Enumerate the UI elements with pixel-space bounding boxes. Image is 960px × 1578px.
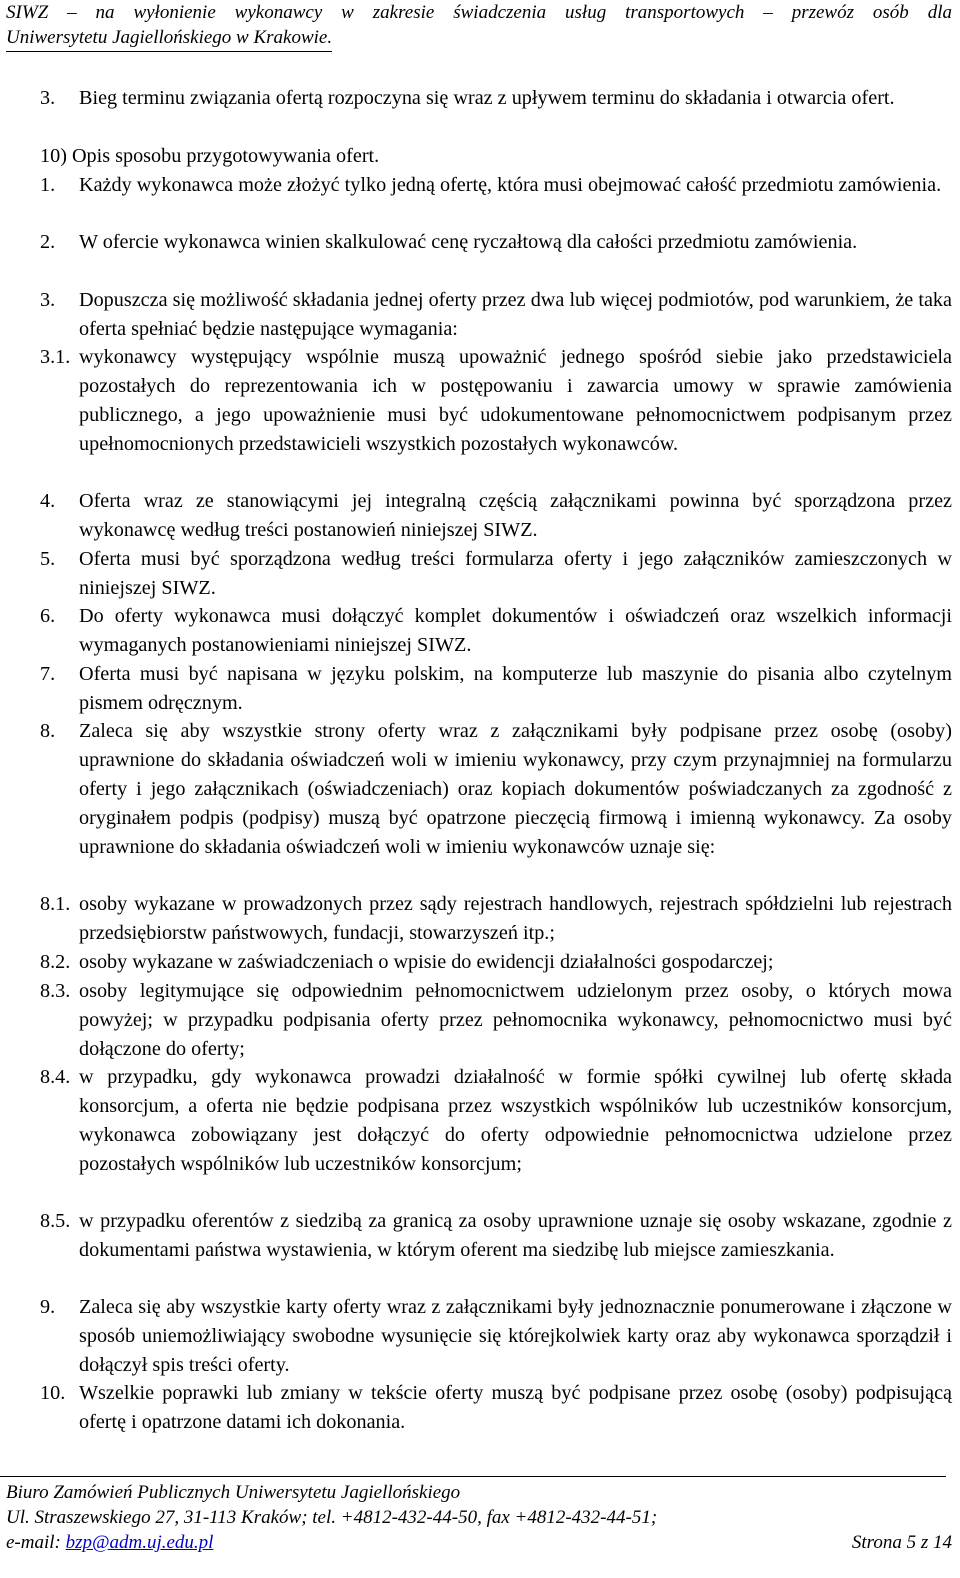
section-heading: 10) Opis sposobu przygotowywania ofert. <box>40 145 380 167</box>
list-item: 10. Wszelkie poprawki lub zmiany w tekście oferty muszą być podpisane przez osobę (osoby) podpisującą ofertę i opatrzone datami ich dokonania. <box>40 1382 952 1433</box>
header-word: – <box>763 2 773 23</box>
list-item: 2. W ofercie wykonawca winien skalkulować cenę ryczałtową dla całości przedmiotu zamówienia. <box>40 231 858 253</box>
page-header <box>6 0 952 52</box>
header-line-2: Uniwersytetu Jagiellońskiego w Krakowie. <box>6 25 332 52</box>
header-word: przewóz <box>791 2 854 23</box>
list-item: 9. Zaleca się aby wszystkie karty oferty wraz z załącznikami były jednoznacznie ponumerowane i złączone w sposób uniemożliwiający swobodne wysunięcie się którejkolwiek karty oraz aby wykonawca sporządził i dołączył spis treści oferty. <box>40 1296 952 1376</box>
list-item: 5. Oferta musi być sporządzona według treści formularza oferty i jego załączników zamieszczonych w niniejszej SIWZ. <box>40 548 952 599</box>
list-item: 3.1. wykonawcy występujący wspólnie muszą upoważnić jednego spośród siebie jako przedstawiciela pozostałych do reprezentowania ich w postępowaniu i zawarcia umowy w sprawie zamówienia publicznego, a jego upoważnienie musi być udokumentowane pełnomocnictwem podpisanym przez upełnomocnionych przedstawicieli wszystkich pozostałych wykonawców. <box>40 346 952 455</box>
list-item: 8. Zaleca się aby wszystkie strony oferty wraz z załącznikami były podpisane przez osobę (osoby) uprawnione do składania oświadczeń woli w imieniu wykonawcy, przy czym przynajmniej na formularzu oferty i jego załącznikach (oświadczeniach) oraz kopiach dokumentów poświadczanych za zgodność z oryginałem podpis (podpisy) muszą być opatrzone pieczęcią firmową i imienną wykonawcy. Za osoby uprawnione do składania oświadczeń woli w imieniu wykonawców uznaje się: <box>40 720 952 858</box>
header-word: wyłonienie <box>133 2 216 23</box>
header-word: – <box>67 2 77 23</box>
list-item: 3. Bieg terminu związania ofertą rozpoczyna się wraz z upływem terminu do składania i otwarcia ofert. <box>40 87 895 109</box>
email-link[interactable]: bzp@adm.uj.edu.pl <box>65 1532 214 1553</box>
header-word: transportowych <box>625 2 745 23</box>
header-word: w <box>341 2 354 23</box>
list-item: 8.2. osoby wykazane w zaświadczeniach o wpisie do ewidencji działalności gospodarczej; <box>40 951 774 973</box>
footer-email-label: e-mail: <box>6 1532 66 1553</box>
footer-office: Biuro Zamówień Publicznych Uniwersytetu Jagiellońskiego <box>6 1482 461 1503</box>
list-item: 1. Każdy wykonawca może złożyć tylko jedną ofertę, która musi obejmować całość przedmiotu zamówienia. <box>40 174 942 196</box>
list-item: 8.5. w przypadku oferentów z siedzibą za granicą za osoby uprawnione uznaje się osoby wskazane, zgodnie z dokumentami państwa wystawienia, w którym oferent ma siedzibę lub miejsce zamieszkania. <box>40 1210 952 1261</box>
footer-divider <box>0 1476 946 1477</box>
header-word: wykonawcy <box>234 2 323 23</box>
footer-address: Ul. Straszewskiego 27, 31-113 Kraków; tel. +4812-432-44-50, fax +4812-432-44-51; <box>6 1507 658 1528</box>
list-item: 8.3. osoby legitymujące się odpowiednim pełnomocnictwem udzielonym przez osoby, o których mowa powyżej; w przypadku podpisania oferty przez pełnomocnika wykonawcy, pełnomocnictwo musi być dołączone do oferty; <box>40 980 952 1060</box>
list-item: 3. Dopuszcza się możliwość składania jednej oferty przez dwa lub więcej podmiotów, pod warunkiem, że taka oferta spełniać będzie następujące wymagania: <box>40 289 952 340</box>
header-word: osób <box>872 2 909 23</box>
header-word: dla <box>927 2 952 23</box>
header-line-1 <box>6 0 952 25</box>
header-word: świadczenia <box>453 2 547 23</box>
page-footer <box>6 1480 952 1555</box>
list-item: 8.4. w przypadku, gdy wykonawca prowadzi działalność w formie spółki cywilnej lub ofertę składa konsorcjum, a oferta nie będzie podpisana przez wszystkich wspólników lub uczestników konsorcjum, wykonawca zobowiązany jest dołączyć do oferty odpowiednie pełnomocnictwa udzielone przez pozostałych wspólników lub uczestników konsorcjum; <box>40 1066 952 1175</box>
list-item: 8.1. osoby wykazane w prowadzonych przez sądy rejestrach handlowych, rejestrach spółdzielni lub rejestrach przedsiębiorstw państwowych, fundacji, stowarzyszeń itp.; <box>40 893 952 944</box>
header-word: SIWZ <box>6 2 49 23</box>
list-item: 6. Do oferty wykonawca musi dołączyć komplet dokumentów i oświadczeń oraz wszelkich informacji wymaganych postanowieniami niniejszej SIWZ. <box>40 605 952 656</box>
header-word: usług <box>565 2 607 23</box>
header-word: na <box>95 2 115 23</box>
page-number: Strona 5 z 14 <box>851 1532 952 1553</box>
list-item: 7. Oferta musi być napisana w języku polskim, na komputerze lub maszynie do pisania albo czytelnym pismem odręcznym. <box>40 663 952 714</box>
list-item: 4. Oferta wraz ze stanowiącymi jej integralną częścią załącznikami powinna być sporządzona przez wykonawcę według treści postanowień niniejszej SIWZ. <box>40 490 952 541</box>
footer-email-line <box>6 1530 213 1555</box>
header-word: zakresie <box>372 2 435 23</box>
